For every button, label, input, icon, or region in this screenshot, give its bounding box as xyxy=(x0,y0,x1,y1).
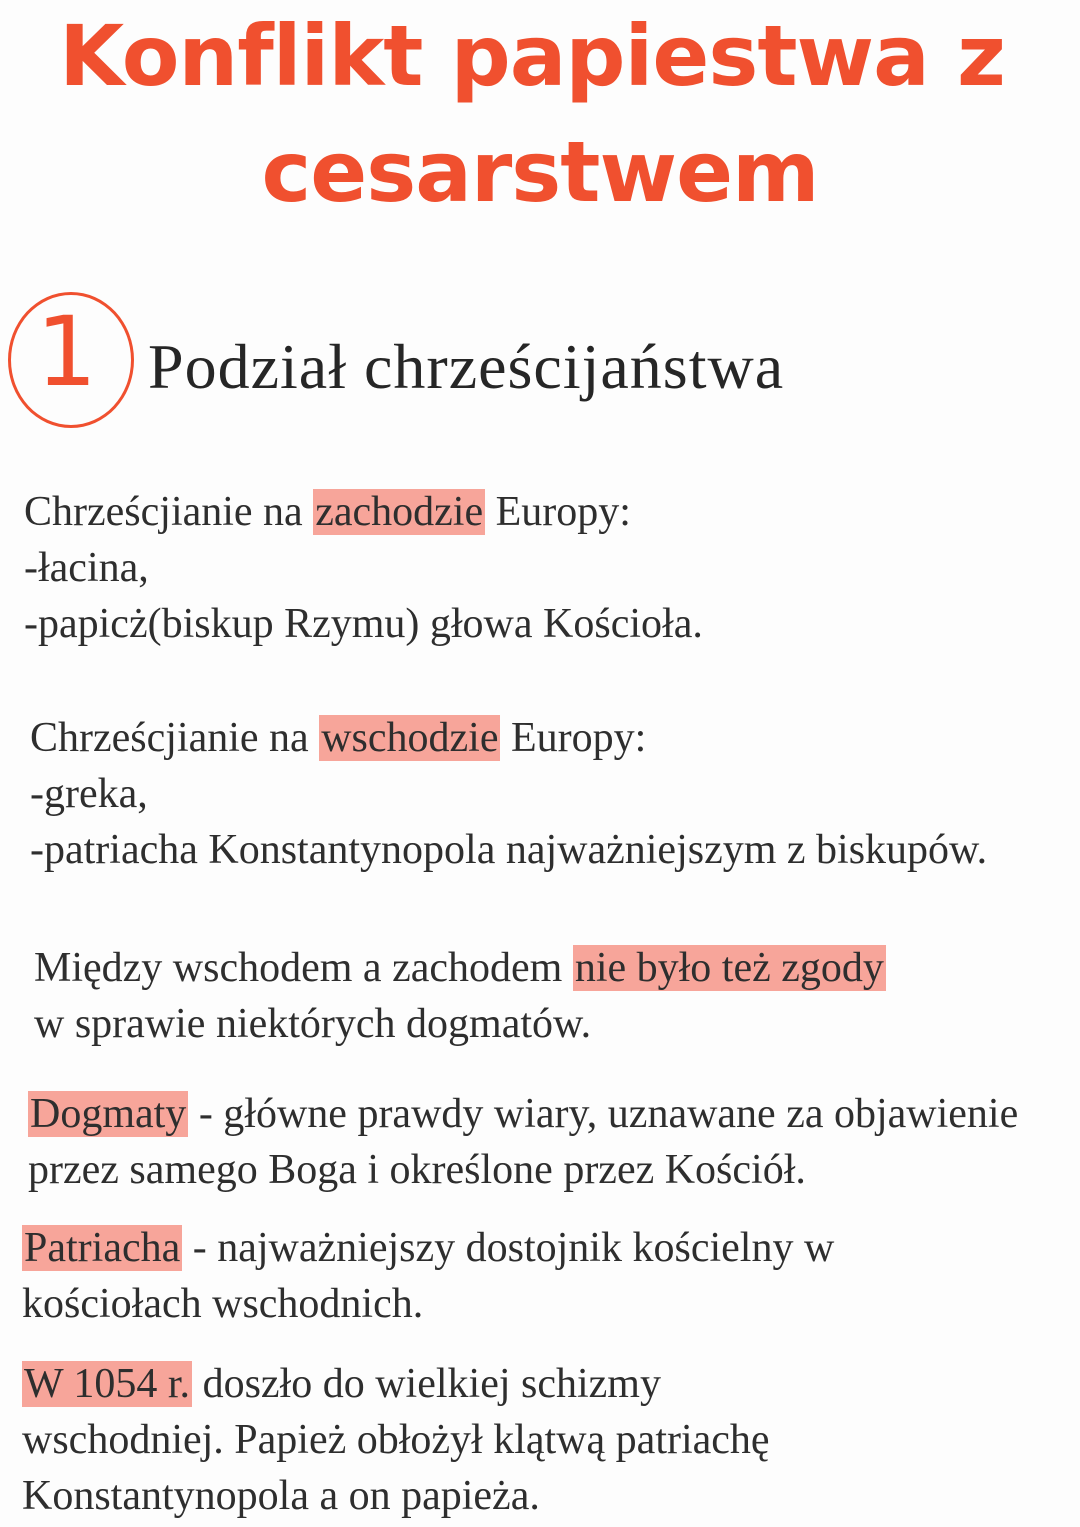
east-highlight: wschodzie xyxy=(321,715,499,761)
disagreement-highlight: nie było też zgody xyxy=(574,945,884,991)
dogmaty-term: Dogmaty xyxy=(30,1091,187,1137)
section-number: 1 xyxy=(36,296,98,408)
west-heading xyxy=(24,484,703,540)
schism-rest: doszło do wielkiej schizmy xyxy=(192,1361,661,1407)
schism-line-3: Konstantynopola a on papieża. xyxy=(22,1473,540,1519)
east-item-1: -greka, xyxy=(30,771,148,817)
disagreement-block xyxy=(34,940,886,1052)
patriacha-definition xyxy=(22,1220,834,1332)
disagreement-line-1 xyxy=(34,940,886,996)
dogmaty-rest: - główne prawdy wiary, uznawane za objawienie xyxy=(188,1091,1019,1137)
dogmaty-definition xyxy=(28,1086,1018,1198)
east-heading xyxy=(30,710,987,766)
schism-line-1 xyxy=(22,1356,770,1412)
schism-line-2: wschodniej. Papież obłożył klątwą patriachę xyxy=(22,1417,770,1463)
schism-highlight: W 1054 r. xyxy=(24,1361,191,1407)
east-item-2: -patriacha Konstantynopola najważniejszym z biskupów. xyxy=(30,827,988,873)
schism-block xyxy=(22,1356,770,1524)
page-title-line-2: cesarstwem xyxy=(261,123,819,221)
west-prefix: Chrześcjianie na xyxy=(24,489,314,535)
patriacha-rest: - najważniejszy dostojnik kościelny w xyxy=(182,1225,835,1271)
disagreement-prefix: Między wschodem a zachodem xyxy=(34,945,573,991)
west-christians-block xyxy=(24,484,703,652)
west-highlight: zachodzie xyxy=(315,489,484,535)
section-title: Podział chrześcijaństwa xyxy=(148,331,785,402)
patriacha-line-1 xyxy=(22,1220,834,1276)
west-item-1: -łacina, xyxy=(24,545,149,591)
west-item-2: -papicż(biskup Rzymu) głowa Kościoła. xyxy=(24,601,703,647)
east-christians-block xyxy=(30,710,987,878)
patriacha-term: Patriacha xyxy=(24,1225,181,1271)
east-prefix: Chrześcjianie na xyxy=(30,715,320,761)
patriacha-line-2: kościołach wschodnich. xyxy=(22,1281,424,1327)
dogmaty-line-2: przez samego Boga i określone przez Kościół. xyxy=(28,1147,806,1193)
dogmaty-line-1 xyxy=(28,1086,1018,1142)
page-title-line-1: Konflikt papiestwa z xyxy=(59,7,1005,105)
disagreement-line-2: w sprawie niektórych dogmatów. xyxy=(34,1001,592,1047)
section-heading xyxy=(8,292,908,432)
west-suffix: Europy: xyxy=(485,489,631,535)
east-suffix: Europy: xyxy=(500,715,647,761)
